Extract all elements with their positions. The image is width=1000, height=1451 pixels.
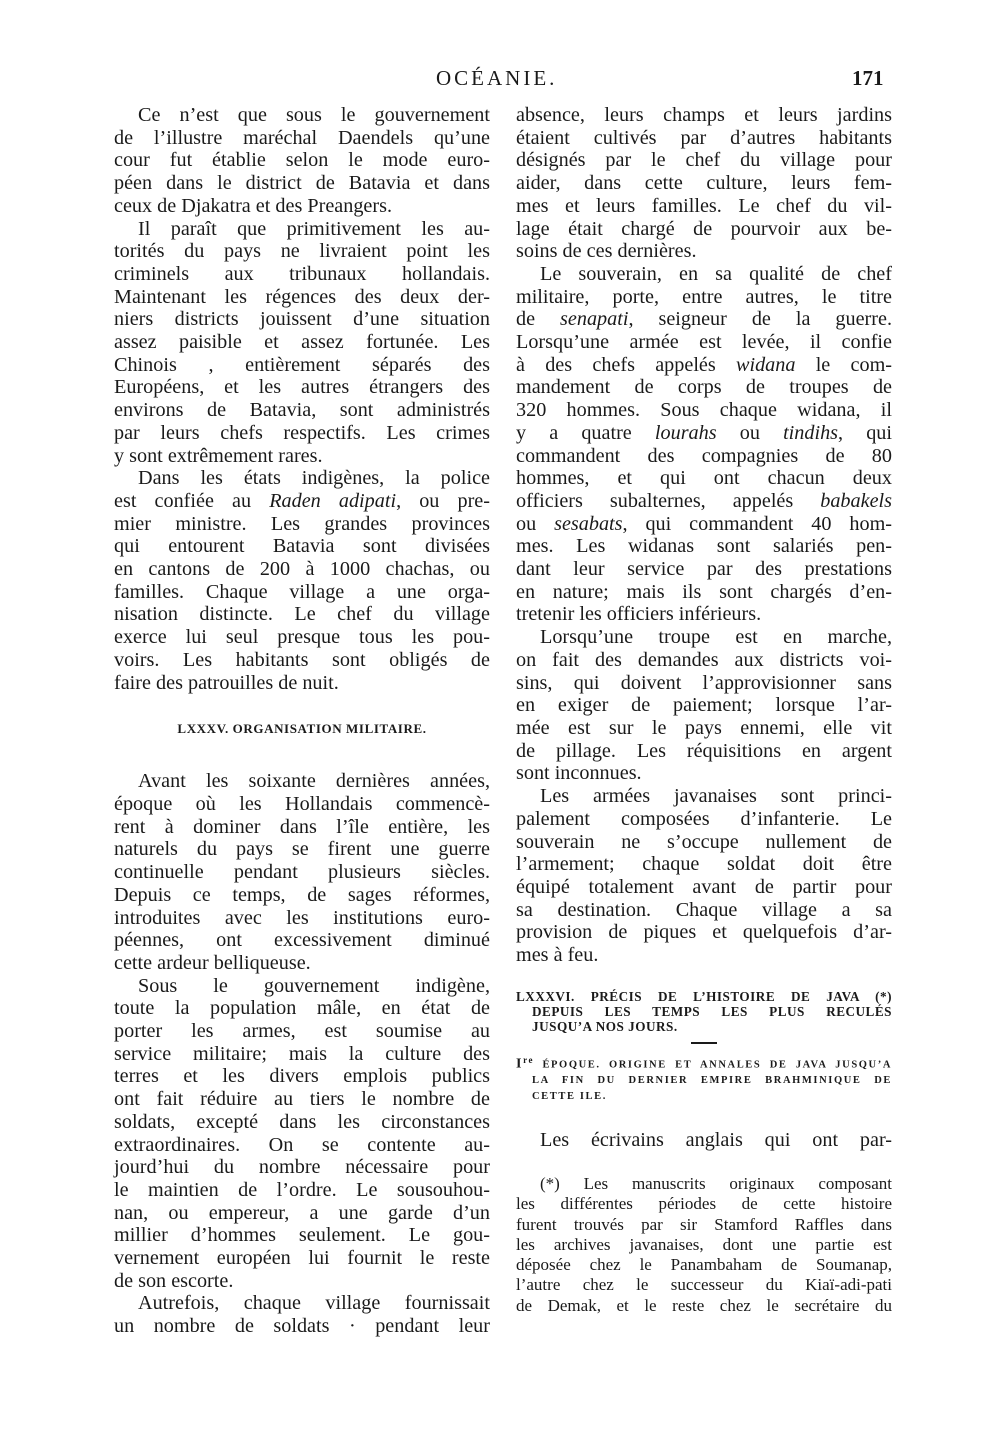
paragraph <box>516 626 892 785</box>
text-line: toute la population mâle, en état de <box>114 997 490 1020</box>
text-span: à des chefs appelés <box>516 353 736 376</box>
epoch-heading <box>516 1052 892 1106</box>
running-head <box>0 66 1000 96</box>
text-line: mes à feu. <box>516 944 599 967</box>
text-line: de l’illustre maréchal Daendels qu’une <box>114 126 490 149</box>
heading-line: JUSQU’A NOS JOURS. <box>532 1018 678 1034</box>
italic-term: lourahs <box>654 421 717 444</box>
text-line: sont inconnues. <box>516 762 642 785</box>
roman-numeral: I <box>516 1056 524 1072</box>
text-line: par leurs chefs respectifs. Les crimes <box>114 421 490 444</box>
italic-term: sesabats <box>554 512 623 535</box>
superscript: re <box>523 1054 535 1065</box>
text-line: désignés par le chef du village pour <box>516 149 892 172</box>
italic-term: widana <box>736 353 796 376</box>
text-line: introduites avec les institutions euro- <box>114 906 490 929</box>
italic-term: tindihs <box>783 421 839 444</box>
text-line: service militaire; mais la culture des <box>114 1042 490 1065</box>
heading-line: CETTE ILE. <box>532 1091 607 1103</box>
text-line <box>516 354 892 377</box>
text-line: péen dans le district de Batavia et dans <box>114 172 490 195</box>
text-line: niers districts jouissent d’une situation <box>114 308 490 331</box>
paragraph <box>114 770 490 974</box>
text-span: y a quatre <box>516 421 655 444</box>
text-line: jourd’hui du nombre nécessaire pour <box>114 1156 490 1179</box>
divider-rule <box>691 1042 717 1044</box>
text-line: Lorsqu’une troupe est en marche, <box>540 626 892 649</box>
text-line: Européens, et les autres étrangers des <box>114 376 490 399</box>
text-line: absence, leurs champs et leurs jardins <box>516 104 892 126</box>
text-line: étaient cultivés par d’autres habitants <box>516 126 892 149</box>
heading-line: DEPUIS LES TEMPS LES PLUS RECULÉS <box>532 1003 892 1019</box>
heading-line: LA FIN DU DERNIER EMPIRE BRAHMINIQUE DE <box>532 1075 892 1087</box>
footnote-line: les différentes périodes de cette histoire <box>516 1194 892 1214</box>
text-line: de son escorte. <box>114 1269 234 1292</box>
text-line: Sous le gouvernement indigène, <box>138 974 490 997</box>
text-line: sa destination. Chaque village a sa <box>516 898 892 921</box>
text-line: on fait des demandes aux districts voi- <box>516 648 892 671</box>
italic-term: babakels <box>820 489 892 512</box>
text-line: criminels aux tribunaux hollandais. <box>114 262 490 285</box>
text-line: torités du pays ne livraient point les <box>114 240 490 263</box>
text-line: Autrefois, chaque village fournissait <box>138 1292 490 1315</box>
text-line: tretenir les officiers inférieurs. <box>516 603 762 626</box>
right-column <box>516 104 892 1316</box>
text-line <box>516 308 892 331</box>
text-line: assez paisible et assez fortunée. Les <box>114 331 490 354</box>
text-line: le maintien de l’ordre. Le sousouhou- <box>114 1178 490 1201</box>
text-line: un nombre de soldats · pendant leur <box>114 1315 490 1338</box>
paragraph <box>516 104 892 263</box>
text-span: est confiée au <box>114 489 270 512</box>
text-span: , seigneur de la guerre. <box>628 308 892 331</box>
text-line: nan, ou empereur, a une garde d’un <box>114 1201 490 1224</box>
text-line: palement composées d’infanterie. Le <box>516 807 892 830</box>
footnote-line: (*) Les manuscrits originaux composant <box>540 1173 892 1193</box>
text-line: aider, dans cette culture, leurs fem- <box>516 172 892 195</box>
text-line: l’armement; chaque soldat doit être <box>516 853 892 876</box>
text-line: provision de piques et quelquefois d’ar- <box>516 921 892 944</box>
paragraph <box>114 467 490 694</box>
paragraph <box>516 263 892 626</box>
paragraph <box>114 104 490 218</box>
text-line: cette ardeur belliqueuse. <box>114 951 311 974</box>
text-line: en nature; mais ils sont chargés d’en- <box>516 580 892 603</box>
text-span: , qui commandent 40 hom- <box>622 512 893 535</box>
text-line: mes. Les widanas sont salariés pen- <box>516 535 892 558</box>
text-line: Ce n’est que sous le gouvernement <box>138 104 490 126</box>
text-line: en exiger de paiement; lorsque l’ar- <box>516 694 892 717</box>
text-span: , ou pre- <box>396 489 490 512</box>
text-line: de pillage. Les réquisitions en argent <box>516 739 892 762</box>
text-span: ou <box>716 421 784 444</box>
text-line: Maintenant les régences des deux der- <box>114 285 490 308</box>
text-line: souverain ne s’occupe nullement de <box>516 830 892 853</box>
text-line: hommes, et qui ont chacun deux <box>516 467 892 490</box>
text-line: soldats, excepté dans les circonstances <box>114 1110 490 1133</box>
text-line: Avant les soixante dernières années, <box>138 770 490 793</box>
text-line: mandement de corps de troupes de <box>516 376 892 399</box>
text-line: dant leur service par des prestations <box>516 558 892 581</box>
italic-term: senapati <box>560 308 629 331</box>
section-heading: LXXXV. ORGANISATION MILITAIRE. <box>177 721 427 737</box>
text-line: rent à dominer dans l’île entière, les <box>114 815 490 838</box>
footnote-line: déposée chez le Panambaham de Soumanap, <box>516 1255 892 1275</box>
text-line: vernement européen lui fournit le reste <box>114 1247 490 1270</box>
text-line: y sont extrêmement rares. <box>114 444 323 467</box>
heading-line <box>516 1052 892 1074</box>
heading-line: LXXXVI. PRÉCIS DE L’HISTOIRE DE JAVA (*) <box>516 988 892 1004</box>
text-line: lage était chargé de pourvoir aux be- <box>516 217 892 240</box>
text-line <box>516 513 892 536</box>
text-line: naturels du pays se firent une guerre <box>114 838 490 861</box>
paragraph <box>516 785 892 967</box>
text-line: ont fait réduire au tiers le nombre de <box>114 1088 490 1111</box>
text-line: soins de ces dernières. <box>516 240 697 263</box>
text-line: faire des patrouilles de nuit. <box>114 671 339 694</box>
text-span: , qui <box>838 421 893 444</box>
page-number: 171 <box>852 66 884 90</box>
left-column <box>114 104 490 1338</box>
footnote-line: furent trouvés par sir Stamford Raffles dans <box>516 1214 892 1234</box>
footnote-line: de Demak, et le reste chez le secrétaire du <box>516 1295 892 1315</box>
paragraph <box>114 1292 490 1337</box>
text-line: Les armées javanaises sont princi- <box>540 785 892 808</box>
text-line: en cantons de 200 à 1000 chachas, ou <box>114 558 490 581</box>
text-line: sins, qui doivent l’approvisionner sans <box>516 671 892 694</box>
text-line <box>516 490 892 513</box>
section-heading <box>516 989 892 1034</box>
text-line: Dans les états indigènes, la police <box>138 467 490 490</box>
text-line: Il paraît que primitivement les au- <box>138 217 490 240</box>
text-line: péennes, ont excessivement diminué <box>114 929 490 952</box>
footnote-line: l’autre chez le successeur du Kiaï-adi-pati <box>516 1275 892 1295</box>
text-span: de <box>516 308 561 331</box>
text-line: terres et les divers emplois publics <box>114 1065 490 1088</box>
text-line <box>516 422 892 445</box>
text-span: le com- <box>795 353 892 376</box>
text-span: ou <box>516 512 555 535</box>
text-span: ÉPOQUE. ORIGINE ET ANNALES DE JAVA JUSQU’A <box>534 1059 892 1071</box>
text-line: qui entourent Batavia sont divisées <box>114 535 490 558</box>
text-line: environs de Batavia, sont administrés <box>114 399 490 422</box>
text-line: exerce lui seul presque tous les pou- <box>114 626 490 649</box>
text-line: Le souverain, en sa qualité de chef <box>540 262 892 285</box>
text-line: équipé totalement avant de partir pour <box>516 875 892 898</box>
text-line: militaire, porte, entre autres, le titre <box>516 285 892 308</box>
text-line: 320 hommes. Sous chaque widana, il <box>516 399 892 422</box>
text-line: mes et leurs familles. Le chef du vil- <box>516 194 892 217</box>
text-line: cour fut établie selon le mode euro- <box>114 149 490 172</box>
paragraph <box>114 975 490 1293</box>
running-title: OCÉANIE. <box>436 66 558 90</box>
text-line: Depuis ce temps, de sages réformes, <box>114 883 490 906</box>
text-line: voirs. Les habitants sont obligés de <box>114 648 490 671</box>
text-span: officiers subalternes, appelés <box>516 489 821 512</box>
text-line: nisation distincte. Le chef du village <box>114 603 490 626</box>
text-line: familles. Chaque village a une orga- <box>114 580 490 603</box>
text-line: Chinois , entièrement séparés des <box>114 353 490 376</box>
text-line: Lorsqu’une armée est levée, il confie <box>516 331 892 354</box>
opening-line: Les écrivains anglais qui ont par- <box>540 1129 892 1152</box>
text-line: mier ministre. Les grandes provinces <box>114 512 490 535</box>
text-line: ceux de Djakatra et des Preangers. <box>114 194 393 217</box>
paragraph <box>114 218 490 468</box>
text-line: continuelle pendant plusieurs siècles. <box>114 861 490 884</box>
text-line: porter les armes, est soumise au <box>114 1020 490 1043</box>
footnote-line: les archives javanaises, dont une partie est <box>516 1234 892 1254</box>
text-line: époque où les Hollandais commencè- <box>114 792 490 815</box>
text-line: extraordinaires. On se contente au- <box>114 1133 490 1156</box>
text-line <box>114 490 490 513</box>
text-line: commandent des compagnies de 80 <box>516 444 892 467</box>
text-line: millier d’hommes seulement. Le gou- <box>114 1224 490 1247</box>
text-line: mée est sur le pays ennemi, elle vit <box>516 716 892 739</box>
italic-term: Raden adipati <box>269 489 397 512</box>
footnote <box>516 1174 892 1316</box>
